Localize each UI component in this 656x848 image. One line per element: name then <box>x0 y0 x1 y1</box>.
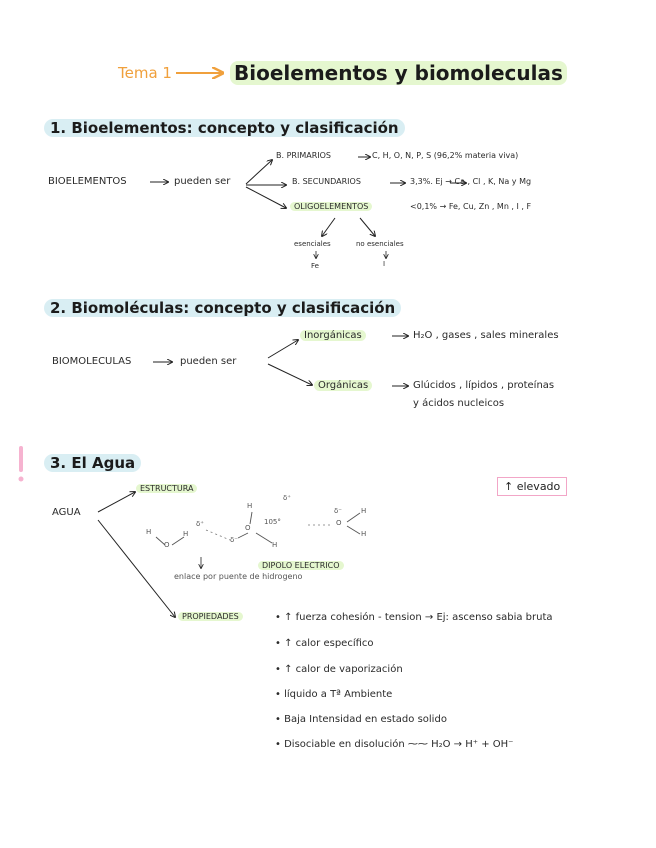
oligoelementos-desc: <0,1% → Fe, Cu, Zn , Mn , I , F <box>410 202 532 211</box>
estructura-label-text: ESTRUCTURA <box>136 484 197 493</box>
bullet-dot: • <box>275 664 281 675</box>
elevado-box: ↑ elevado <box>497 477 567 496</box>
propiedades-label <box>178 612 243 621</box>
oligoelementos-label-text: OLIGOELEMENTOS <box>290 202 372 211</box>
page-title <box>230 61 567 85</box>
oligoelementos-label <box>290 202 372 211</box>
bioelementos-root: BIOELEMENTOS <box>48 176 127 187</box>
estructura-label <box>136 484 197 493</box>
property-text: ↑ calor específico <box>284 638 374 649</box>
delta-minus-1: δ⁻ <box>230 536 238 544</box>
property-item <box>275 714 447 725</box>
bullet-dot: • <box>275 714 281 725</box>
water-molecule-2-h2: H <box>272 541 278 549</box>
property-item <box>275 664 403 675</box>
water-molecule-1-h: H <box>183 530 189 538</box>
tema-label: Tema 1 <box>118 64 172 82</box>
secundarios-desc: 3,3%. Ej → Ca , Cl , K, Na y Mg <box>410 177 532 186</box>
inorganicas-label-text: Inorgánicas <box>300 330 366 341</box>
inorganicas-label <box>300 330 366 341</box>
section-2-heading-text: 2. Biomoléculas: concepto y clasificación <box>44 299 401 317</box>
property-text: Disociable en disolución ⁓⁓ H₂O → H⁺ + OH⁻ <box>284 739 514 750</box>
water-molecule-2-h: H <box>247 502 253 510</box>
property-text: ↑ fuerza cohesión - tension → Ej: ascenso sabia bruta <box>284 612 553 623</box>
property-item <box>275 739 513 750</box>
organicas-label-text: Orgánicas <box>314 380 372 391</box>
enlace-label: enlace por puente de hidrogeno <box>174 572 303 581</box>
bioelementos-verb: pueden ser <box>174 176 231 187</box>
organicas-label <box>314 380 372 391</box>
property-text: ↑ calor de vaporización <box>284 664 403 675</box>
organicas-desc-1: Glúcidos , lípidos , proteínas <box>413 380 555 391</box>
dipolo-label <box>258 561 344 570</box>
delta-plus-1: δ⁺ <box>196 520 204 528</box>
property-text: líquido a Tª Ambiente <box>284 689 393 700</box>
primarios-desc: C, H, O, N, P, S (96,2% materia viva) <box>372 151 519 160</box>
water-molecule-1: H <box>146 528 152 536</box>
water-molecule-2-o: O <box>245 524 251 532</box>
section-3-heading-text: 3. El Agua <box>44 454 141 472</box>
agua-root: AGUA <box>52 507 81 518</box>
page-title-text: Bioelementos y biomoleculas <box>230 61 567 85</box>
bullet-dot: • <box>275 689 281 700</box>
water-molecule-3-h2: H <box>361 530 367 538</box>
no-esenciales-label: no esenciales <box>356 240 404 248</box>
propiedades-label-text: PROPIEDADES <box>178 612 243 621</box>
secundarios-label: B. SECUNDARIOS <box>292 177 361 186</box>
bullet-dot: • <box>275 739 281 750</box>
water-molecule-3-h: H <box>361 507 367 515</box>
inorganicas-desc: H₂O , gases , sales minerales <box>413 330 559 341</box>
property-item <box>275 689 392 700</box>
property-text: Baja Intensidad en estado solido <box>284 714 447 725</box>
esenciales-example: Fe <box>311 262 319 270</box>
angle-label: 105° <box>264 518 281 526</box>
bullet-dot: • <box>275 638 281 649</box>
section-1-heading-text: 1. Bioelementos: concepto y clasificación <box>44 119 405 137</box>
primarios-label: B. PRIMARIOS <box>276 151 331 160</box>
property-item <box>275 612 553 623</box>
dipolo-label-text: DIPOLO ELECTRICO <box>258 561 344 570</box>
section-3-heading <box>44 454 141 472</box>
section-2-heading <box>44 299 401 317</box>
section-1-heading <box>44 119 405 137</box>
bullet-dot: • <box>275 612 281 623</box>
delta-minus-2: δ⁻ <box>334 507 342 515</box>
esenciales-label: esenciales <box>294 240 331 248</box>
water-molecule-3-o: O <box>336 519 342 527</box>
no-esenciales-example: I <box>383 260 386 268</box>
water-molecule-1-o: O <box>164 541 170 549</box>
biomoleculas-root: BIOMOLECULAS <box>52 356 132 367</box>
biomoleculas-verb: pueden ser <box>180 356 237 367</box>
organicas-desc-2: y ácidos nucleicos <box>413 398 505 409</box>
property-item <box>275 638 374 649</box>
delta-plus-2: δ⁺ <box>283 494 291 502</box>
